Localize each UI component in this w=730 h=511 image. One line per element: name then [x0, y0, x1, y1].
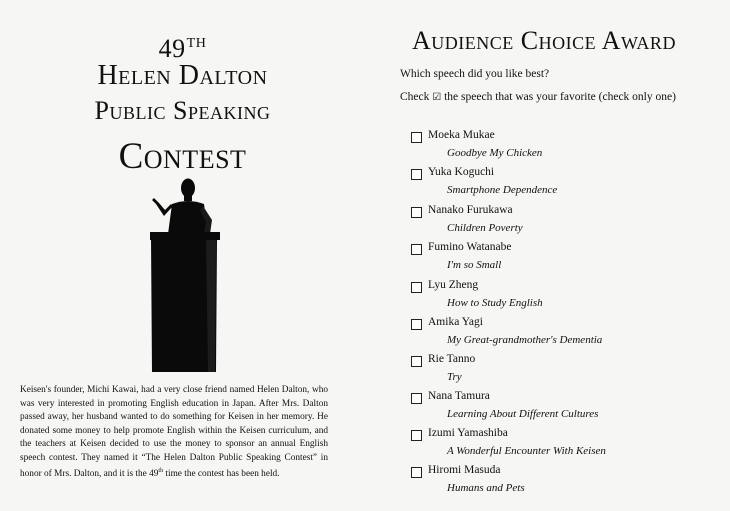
speech-title: A Wonderful Encounter With Keisen	[447, 445, 606, 457]
ballot-checkbox[interactable]	[411, 282, 422, 293]
ballot-entry[interactable]	[411, 130, 721, 166]
ballot-entry[interactable]	[411, 317, 721, 353]
contest-number-value: 49	[158, 34, 186, 63]
speaker-name: Amika Yagi	[428, 316, 483, 328]
ballot-checkbox[interactable]	[411, 356, 422, 367]
ballot-checkbox[interactable]	[411, 430, 422, 441]
speaker-name: Izumi Yamashiba	[428, 427, 508, 439]
speech-title: Goodbye My Chicken	[447, 147, 543, 159]
speaker-name: Nanako Furukawa	[428, 204, 513, 216]
history-text-end: time the contest has been held.	[163, 469, 280, 480]
speaker-name: Hiromi Masuda	[428, 464, 501, 476]
speaker-name: Yuka Koguchi	[428, 166, 495, 178]
ballot-question: Which speech did you like best?	[400, 68, 550, 80]
right-page	[365, 0, 730, 511]
ballot-checkbox[interactable]	[411, 207, 422, 218]
speech-title: I'm so Small	[447, 259, 502, 271]
instruction-text: Check	[400, 91, 433, 103]
speaker-name: Nana Tamura	[428, 390, 490, 402]
ballot-entry[interactable]	[411, 242, 721, 278]
instruction-text-end: the speech that was your favorite (check only one)	[441, 91, 676, 103]
speaker-at-podium-illustration	[146, 176, 222, 372]
title-line-helen-dalton: Helen Dalton	[97, 60, 268, 91]
speaker-name: Rie Tanno	[428, 353, 476, 365]
ballot-checkbox[interactable]	[411, 132, 422, 143]
speech-title: How to Study English	[447, 297, 543, 309]
speech-title: Learning About Different Cultures	[447, 408, 599, 420]
ballot-entry[interactable]	[411, 205, 721, 241]
ballot-entry[interactable]	[411, 465, 721, 501]
speech-title: Humans and Pets	[447, 482, 525, 494]
contest-number-suffix: TH	[186, 36, 207, 51]
speech-title: Smartphone Dependence	[447, 184, 558, 196]
speech-title: Try	[447, 371, 462, 383]
history-text: Keisen's founder, Michi Kawai, had a very close friend named Helen Dalton, who was very interested in promoting English education in Japan. After Mrs. Dalton passed away, her husband wanted to do something for Keisen in her memory. He donated some money to help promote English within the Keisen curriculum, and the teachers at Keisen decided to use the money to sponsor an annual English speech contest. They named it “The Helen Dalton Public Speaking Contest” in honor of Mrs. Dalton, and it is the 49	[20, 385, 328, 480]
speaker-name: Fumino Watanabe	[428, 241, 512, 253]
ballot-entry[interactable]	[411, 391, 721, 427]
speaker-name: Moeka Mukae	[428, 129, 495, 141]
ballot-checkbox[interactable]	[411, 169, 422, 180]
title-line-public-speaking: Public Speaking	[94, 96, 271, 125]
ballot-checkbox[interactable]	[411, 319, 422, 330]
ballot-entry[interactable]	[411, 354, 721, 390]
checked-box-icon: ☑	[432, 92, 442, 103]
ballot-checkbox[interactable]	[411, 467, 422, 478]
contest-history-paragraph	[20, 384, 328, 482]
speaker-name: Lyu Zheng	[428, 279, 479, 291]
ballot-checkbox[interactable]	[411, 244, 422, 255]
ballot-entry[interactable]	[411, 167, 721, 203]
ballot-checkbox[interactable]	[411, 393, 422, 404]
ballot-instruction	[400, 91, 676, 103]
history-ordinal-suffix: th	[158, 468, 164, 474]
speech-title: My Great-grandmother's Dementia	[447, 334, 603, 346]
ballot-entry[interactable]	[411, 280, 721, 316]
ballot-entry[interactable]	[411, 428, 721, 464]
title-line-contest: Contest	[118, 136, 247, 177]
award-title: Audience Choice Award	[412, 26, 676, 55]
speech-title: Children Poverty	[447, 222, 523, 234]
